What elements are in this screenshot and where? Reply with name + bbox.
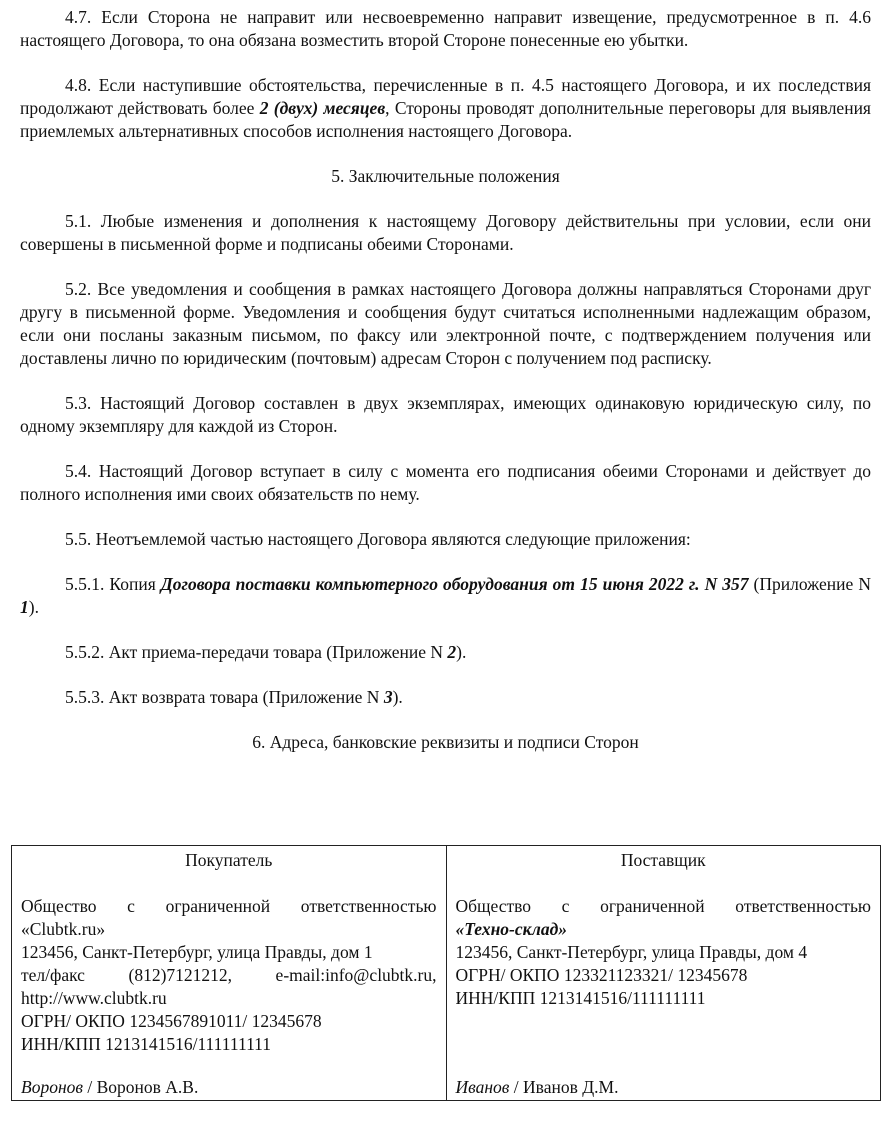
clause-5-5-1-prefix: 5.5.1. Копия — [65, 574, 161, 594]
buyer-details — [21, 895, 437, 1056]
clause-5-5-3-text: 5.5.3. Акт возврата товара (Приложение N — [65, 687, 384, 707]
buyer-ogrn: ОГРН/ ОКПО 1234567891011/ 12345678 — [21, 1011, 322, 1031]
buyer-org-type: Общество с ограниченной ответственностью — [21, 896, 437, 916]
supplier-org-name — [456, 918, 872, 941]
clause-5-3: 5.3. Настоящий Договор составлен в двух экземплярах, имеющих одинаковую юридическую силу, по одному экземпляру для каждой из Сторон. — [20, 393, 871, 436]
buyer-signature-name: / Воронов А.В. — [82, 1077, 199, 1097]
buyer-address: 123456, Санкт-Петербург, улица Правды, дом 1 — [21, 942, 373, 962]
clause-5-5-2 — [20, 641, 871, 664]
clause-5-5: 5.5. Неотъемлемой частью настоящего Договора являются следующие приложения: — [65, 529, 691, 549]
buyer-signature — [21, 1076, 198, 1099]
clause-5-5-2-suffix: ). — [456, 642, 467, 662]
supplier-address: 123456, Санкт-Петербург, улица Правды, дом 4 — [455, 942, 808, 962]
buyer-inn: ИНН/КПП 1213141516/111111111 — [21, 1034, 272, 1054]
buyer-title: Покупатель — [185, 850, 273, 870]
supplier-signature-mark: Иванов — [455, 1077, 510, 1097]
supplier-title: Поставщик — [620, 850, 706, 870]
clause-5-5-1-appendix-number: 1 — [20, 597, 29, 617]
clause-5-5-1-document: Договора поставки компьютерного оборудования от 15 июня 2022 г. N 357 — [160, 574, 749, 594]
section-6-heading: 6. Адреса, банковские реквизиты и подписи Сторон — [252, 732, 639, 752]
clause-5-5-3-appendix-number: 3 — [383, 687, 393, 707]
clause-5-5-1-suffix: ). — [28, 597, 39, 617]
clause-4-8-text-start: 4.8. Если наступившие обстоятельства, перечисленные в п. 4.5 настоящего Договора, и их последствия продолжают действовать более — [20, 75, 871, 118]
supplier-org-type: Общество с ограниченной ответственностью — [455, 896, 871, 916]
buyer-org-name: «Clubtk.ru» — [21, 919, 106, 939]
buyer-cell — [12, 846, 447, 1101]
contract-page — [20, 6, 871, 776]
parties-row — [12, 846, 881, 1101]
clause-5-5-2-appendix-number: 2 — [447, 642, 457, 662]
section-5-heading: 5. Заключительные положения — [331, 166, 560, 186]
buyer-contacts: тел/факс (812)7121212, e-mail:info@clubtk.ru, — [21, 965, 437, 985]
clause-5-1: 5.1. Любые изменения и дополнения к настоящему Договору действительны при условии, если они совершены в письменной форме и подписаны обеими Сторонами. — [20, 211, 871, 254]
supplier-signature — [456, 1076, 619, 1099]
supplier-org-name-text: «Техно-склад» — [455, 919, 568, 939]
parties-table — [11, 845, 881, 1101]
clause-4-8-text-end: , Стороны проводят дополнительные переговоры для выявления приемлемых альтернативных способов исполнения настоящего Договора. — [20, 98, 871, 141]
supplier-inn: ИНН/КПП 1213141516/111111111 — [455, 988, 706, 1008]
supplier-details — [456, 895, 872, 1010]
supplier-signature-name: / Иванов Д.М. — [509, 1077, 619, 1097]
clause-5-5-3-suffix: ). — [392, 687, 403, 707]
clause-5-4: 5.4. Настоящий Договор вступает в силу с момента его подписания обеими Сторонами и действует до полного исполнения ими своих обязательств по нему. — [20, 461, 871, 504]
clause-5-2: 5.2. Все уведомления и сообщения в рамках настоящего Договора должны направляться Сторонами друг другу в письменной форме. Уведомления и сообщения будут считаться исполненными надлежащим образом, если они посланы заказным письмом, по факсу или электронной почте, с подтверждением получения или доставлены лично по юридическим (почтовым) адресам Сторон с получением под расписку. — [20, 279, 871, 368]
clause-5-5-1 — [20, 573, 871, 619]
clause-5-5-2-text: 5.5.2. Акт приема-передачи товара (Приложение N — [65, 642, 448, 662]
supplier-cell — [446, 846, 881, 1101]
buyer-signature-mark: Воронов — [21, 1077, 83, 1097]
supplier-ogrn: ОГРН/ ОКПО 123321123321/ 12345678 — [455, 965, 748, 985]
clause-4-8-duration: 2 (двух) месяцев — [259, 98, 386, 118]
clause-4-7: 4.7. Если Сторона не направит или несвоевременно направит извещение, предусмотренное в п. 4.6 настоящего Договора, то она обязана возместить второй Стороне понесенные ею убытки. — [20, 7, 871, 50]
buyer-website: http://www.clubtk.ru — [21, 988, 167, 1008]
clause-4-8 — [20, 74, 871, 143]
clause-5-5-1-appendix-label: (Приложение N — [748, 574, 871, 594]
clause-5-5-3 — [20, 686, 871, 709]
